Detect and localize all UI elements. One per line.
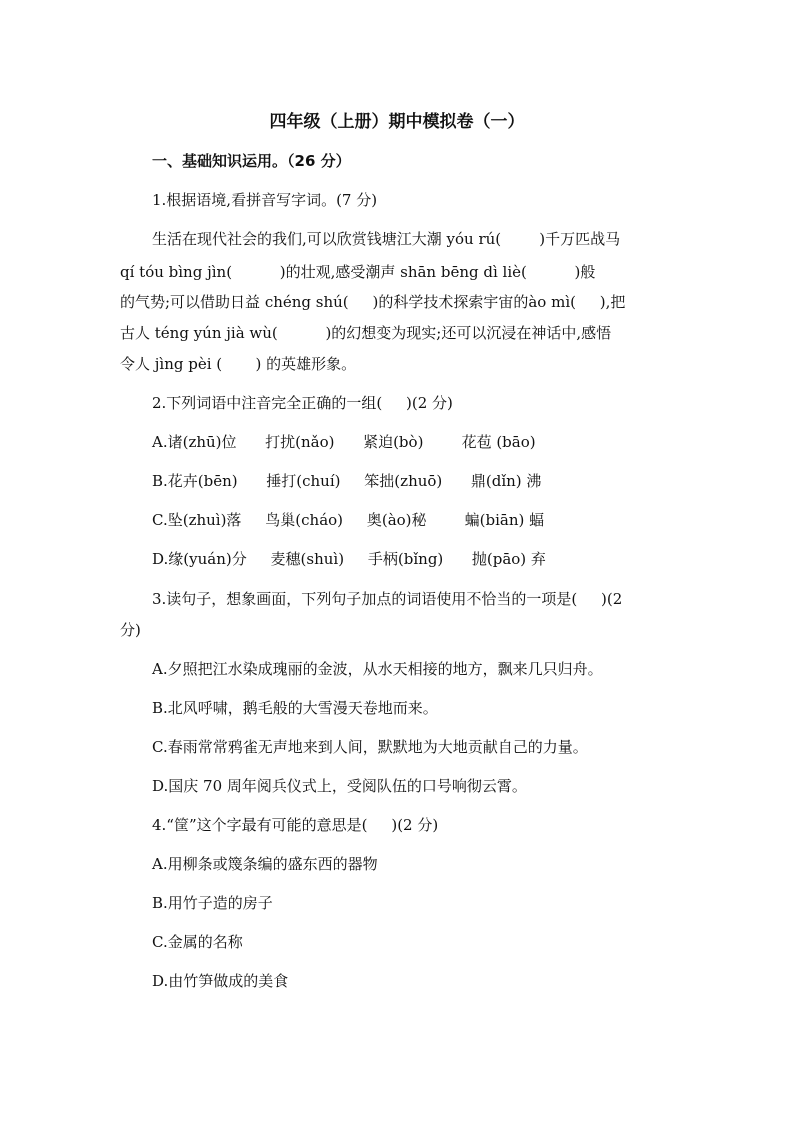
question-3-option: D.国庆 70 周年阅兵仪式上，受阅队伍的口号响彻云霄。	[152, 777, 527, 795]
question-1-passage-line: 的气势;可以借助日益 chéng shú( )的科学技术探索宇宙的ào mì( ),把	[120, 293, 626, 311]
exam-title: 四年级（上册）期中模拟卷（一）	[269, 112, 525, 132]
question-2-option: C.坠(zhuì)落 鸟巢(cháo) 奥(ào)秘 蝙(biān) 蝠	[152, 511, 545, 529]
question-3-option: B.北风呼啸，鹅毛般的大雪漫天卷地而来。	[152, 699, 438, 717]
question-1-passage-line: 古人 téng yún jià wù( )的幻想变为现实;还可以沉浸在神话中,感悟	[120, 324, 612, 342]
question-1-stem: 1.根据语境,看拼音写字词。(7 分)	[152, 191, 378, 209]
question-3-stem-continued: 分)	[120, 621, 141, 639]
question-4-stem: 4.“筐”这个字最有可能的意思是( )(2 分)	[152, 816, 439, 834]
question-4-option: A.用柳条或篾条编的盛东西的器物	[152, 855, 378, 873]
question-3-option: A.夕照把江水染成瑰丽的金波，从水天相接的地方，飘来几只归舟。	[152, 660, 603, 678]
question-3-stem: 3.读句子，想象画面，下列句子加点的词语使用不恰当的一项是( )(2	[152, 590, 623, 608]
question-2-option: A.诸(zhū)位 打扰(nǎo) 紧迫(bò) 花苞 (bāo)	[152, 433, 536, 451]
section-heading: 一、基础知识运用。（26 分）	[152, 152, 351, 170]
question-4-option: B.用竹子造的房子	[152, 894, 273, 912]
question-1-passage-line: 生活在现代社会的我们,可以欣赏钱塘江大潮 yóu rú( )千万匹战马	[152, 230, 621, 248]
question-1-passage-line: 令人 jìng pèi ( ) 的英雄形象。	[120, 355, 357, 373]
question-1-passage-line: qí tóu bìng jìn( )的壮观,感受潮声 shān bēng dì liè( )般	[120, 263, 596, 281]
question-4-option: D.由竹笋做成的美食	[152, 972, 289, 990]
question-2-option: B.花卉(bēn) 捶打(chuí) 笨拙(zhuō) 鼎(dǐn) 沸	[152, 472, 542, 490]
question-2-stem: 2.下列词语中注音完全正确的一组( )(2 分)	[152, 394, 453, 412]
question-3-option: C.春雨常常鸦雀无声地来到人间，默默地为大地贡献自己的力量。	[152, 738, 588, 756]
question-4-option: C.金属的名称	[152, 933, 243, 951]
question-2-option: D.缘(yuán)分 麦穗(shuì) 手柄(bǐng) 抛(pāo) 弃	[152, 550, 546, 568]
